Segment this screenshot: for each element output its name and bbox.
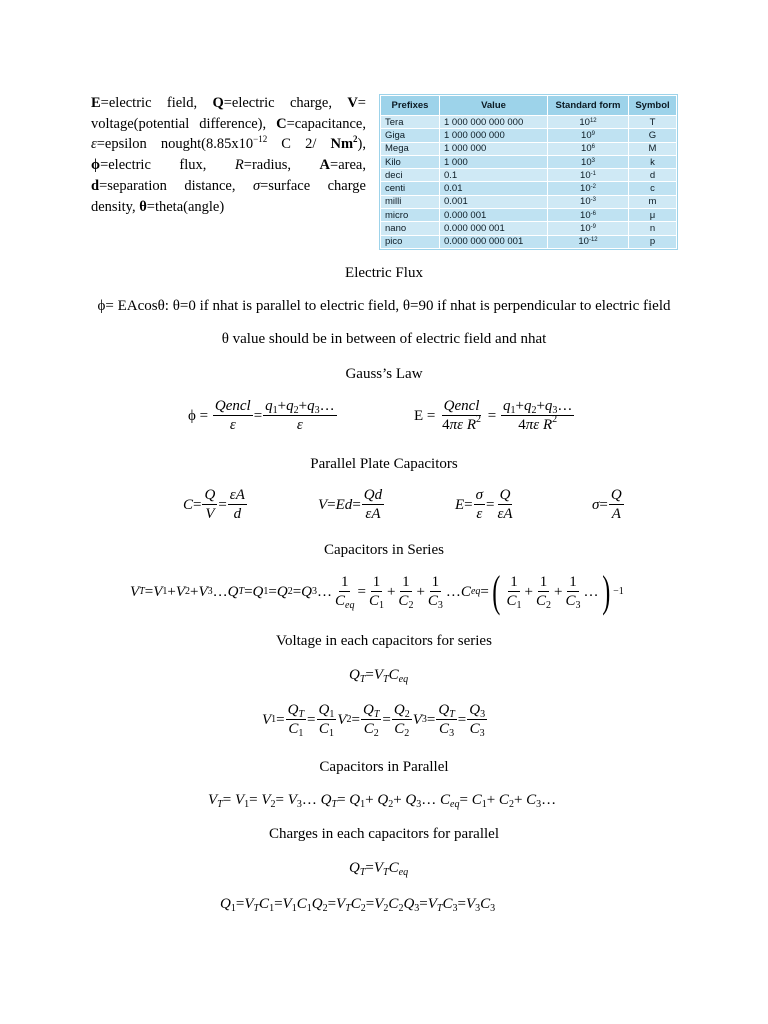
gauss-field-equation: E = $\frac{\text{Qencl}}{4\pi\varepsilon R^2}$ = $\frac{q_1+q_2+q_3\dots}{4\pi\varepsilon R^2}$ bbox=[414, 398, 573, 433]
prefix-cell: deci bbox=[381, 169, 440, 182]
value-cell: 1 000 000 000 000 bbox=[440, 116, 548, 129]
value-cell: 0.000 000 001 bbox=[440, 222, 548, 235]
qt-equation-series: $Q_T=V_TC_{eq}$ bbox=[349, 667, 409, 685]
parallel-equation: $V_T= V_1= V_2=$ $V_3\dots$ $Q_T= Q_1+ Q_2+$ $Q_3\dots$ $C_{eq}= C_1+ C_2+$ $C_3\dots$ bbox=[208, 792, 557, 810]
value-cell: 0.000 000 000 001 bbox=[440, 235, 548, 248]
symbol-cell: n bbox=[629, 222, 677, 235]
def-C-text: =capacitance, bbox=[286, 115, 366, 132]
def-A-text: =area, bbox=[330, 157, 366, 174]
value-cell: 0.01 bbox=[440, 182, 548, 195]
def-Q-symbol: Q bbox=[212, 95, 224, 111]
def-E-symbol: E bbox=[91, 95, 101, 111]
def-nm-exponent: 2 bbox=[353, 134, 358, 145]
standard-form-cell: $10^{-1}$ bbox=[548, 169, 629, 182]
symbol-cell: p bbox=[629, 235, 677, 248]
prefix-table-row bbox=[381, 169, 677, 182]
voltage-each-equation: V 1 = $\frac{Q_T}{C_1}$ = $\frac{Q_1}{C_1}$ V 2 = $\frac{Q_T}{C_2}$ = $\frac{Q_2}{C_2}$ V 3 = $\frac{Q_T}{C_3}$ = $\frac{Q_3}{C_3}$ bbox=[262, 702, 486, 739]
prefix-table-header: Standard form bbox=[548, 96, 629, 116]
series-heading: Capacitors in Series bbox=[324, 542, 444, 558]
prefix-table-row bbox=[381, 222, 677, 235]
prefix-table-header: Prefixes bbox=[381, 96, 440, 116]
parallel-heading: Capacitors in Parallel bbox=[319, 759, 449, 775]
prefix-cell: Kilo bbox=[381, 155, 440, 168]
value-cell: 0.000 001 bbox=[440, 209, 548, 222]
def-R-text: =radius, bbox=[243, 157, 320, 174]
series-equation: V T = V 1 + V 2 + V 3 … Q T = Q 1 = Q 2 = Q 3 … $\frac{1}{C_{eq}}$ = $\frac{1}{C_1}$ + $\frac{1}{C_2}$ + $\frac{1}{C_3}$ … C eq = ( $\frac{1}{C_1}$ + $\frac{1}{C_2}$ + $\frac{1}{C_3}$ … ) −1 bbox=[130, 567, 624, 616]
electric-flux-heading: Electric Flux bbox=[345, 265, 423, 281]
prefix-table bbox=[380, 95, 677, 249]
def-R-symbol: R bbox=[234, 157, 244, 174]
def-sigma-symbol: σ bbox=[252, 177, 261, 194]
def-eps-exponent: −12 bbox=[253, 134, 268, 145]
qencl-over-4pi-eps-r2-fraction: $\frac{\text{Qencl}}{4\pi\varepsilon R^2}$ bbox=[442, 398, 481, 433]
def-E-text: =electric field, bbox=[100, 95, 213, 111]
gauss-law-heading: Gauss’s Law bbox=[345, 366, 423, 382]
prefix-table-row bbox=[381, 155, 677, 168]
prefix-table-row bbox=[381, 195, 677, 208]
flux-formula-line: ϕ= EAcosθ: θ=0 if nhat is parallel to electric field, θ=90 if nhat is perpendicular to electric field bbox=[97, 298, 671, 314]
charges-each-equation: $Q_1=V_TC_1=V_1C_1Q_2=V_TC_2=V_2C_2Q_3=V_TC_3=V_3C_3$ bbox=[220, 896, 496, 914]
prefix-table-row bbox=[381, 129, 677, 142]
def-phi-symbol: ϕ bbox=[91, 157, 101, 174]
charges-parallel-heading: Charges in each capacitors for parallel bbox=[268, 826, 500, 842]
standard-form-cell: $10^{12}$ bbox=[548, 116, 629, 129]
def-eps-symbol: ε bbox=[91, 136, 97, 153]
voltage-series-heading: Voltage in each capacitors for series bbox=[276, 633, 492, 649]
prefix-table-header: Value bbox=[440, 96, 548, 116]
def-phi-text: =electric flux, bbox=[100, 157, 235, 174]
definitions-paragraph bbox=[91, 93, 366, 217]
symbol-cell: T bbox=[629, 116, 677, 129]
value-cell: 1 000 bbox=[440, 155, 548, 168]
def-nm-unit: Nm bbox=[330, 136, 354, 153]
theta-note: θ value should be in between of electric field and nhat bbox=[221, 331, 547, 347]
symbol-cell: k bbox=[629, 155, 677, 168]
prefix-table-row bbox=[381, 209, 677, 222]
charge-sum-over-eps-fraction: $\frac{q_1+q_2+q_3\dots}{\varepsilon}$ bbox=[265, 398, 335, 433]
standard-form-cell: $10^{-6}$ bbox=[548, 209, 629, 222]
standard-form-cell: $10^{-9}$ bbox=[548, 222, 629, 235]
prefix-table-row bbox=[381, 182, 677, 195]
prefix-cell: milli bbox=[381, 195, 440, 208]
prefix-cell: pico bbox=[381, 235, 440, 248]
parallel-plate-heading: Parallel Plate Capacitors bbox=[310, 456, 458, 472]
def-nm-close: ), bbox=[357, 136, 367, 153]
def-C-symbol: C bbox=[276, 115, 287, 132]
voltage-equation: V = Ed = $\frac{Qd}{\varepsilon A}$ bbox=[318, 487, 383, 522]
symbol-cell: d bbox=[629, 169, 677, 182]
capacitance-equation: C = $\frac{Q}{V}$ = $\frac{\varepsilon A}{d}$ bbox=[183, 487, 245, 522]
prefix-cell: centi bbox=[381, 182, 440, 195]
symbol-cell: μ bbox=[629, 209, 677, 222]
def-sigma-text: =surface charge density, bbox=[91, 177, 366, 215]
charge-sum-over-4pi-eps-r2-fraction: $\frac{q_1+q_2+q_3\dots}{4\pi\varepsilon R^2}$ bbox=[502, 398, 573, 433]
symbol-cell: M bbox=[629, 142, 677, 155]
def-V-text: = voltage(potential difference), bbox=[91, 95, 366, 132]
standard-form-cell: $10^3$ bbox=[548, 155, 629, 168]
symbol-cell: G bbox=[629, 129, 677, 142]
def-theta-text: =theta(angle) bbox=[146, 198, 225, 215]
prefix-table-header-row bbox=[381, 96, 677, 116]
surface-density-equation: σ = $\frac{Q}{A}$ bbox=[592, 487, 622, 522]
value-cell: 1 000 000 000 bbox=[440, 129, 548, 142]
def-d-symbol: d bbox=[91, 177, 100, 194]
prefix-table-row bbox=[381, 142, 677, 155]
standard-form-cell: $10^6$ bbox=[548, 142, 629, 155]
def-theta-symbol: θ bbox=[139, 198, 147, 215]
def-d-text: =separation distance, bbox=[99, 177, 253, 194]
qencl-over-eps-fraction: $\frac{\text{Qencl}}{\varepsilon}$ bbox=[214, 398, 251, 433]
prefix-cell: Giga bbox=[381, 129, 440, 142]
standard-form-cell: $10^9$ bbox=[548, 129, 629, 142]
value-cell: 0.001 bbox=[440, 195, 548, 208]
def-A-symbol: A bbox=[319, 157, 331, 174]
def-eps-unit: C 2/ bbox=[267, 136, 331, 153]
prefix-cell: Mega bbox=[381, 142, 440, 155]
prefix-table-row bbox=[381, 235, 677, 248]
standard-form-cell: $10^{-2}$ bbox=[548, 182, 629, 195]
symbol-cell: m bbox=[629, 195, 677, 208]
qt-equation-parallel: $Q_T=V_TC_{eq}$ bbox=[349, 860, 409, 878]
def-V-symbol: V bbox=[347, 95, 358, 111]
prefix-table-header: Symbol bbox=[629, 96, 677, 116]
prefix-cell: Tera bbox=[381, 116, 440, 129]
prefix-table-row bbox=[381, 116, 677, 129]
standard-form-cell: $10^{-12}$ bbox=[548, 235, 629, 248]
standard-form-cell: $10^{-3}$ bbox=[548, 195, 629, 208]
symbol-cell: c bbox=[629, 182, 677, 195]
gauss-flux-equation: ϕ = $\frac{\text{Qencl}}{\varepsilon}$ = $\frac{q_1+q_2+q_3\dots}{\varepsilon}$ bbox=[188, 398, 335, 433]
prefix-cell: nano bbox=[381, 222, 440, 235]
value-cell: 1 000 000 bbox=[440, 142, 548, 155]
def-Q-text: =electric charge, bbox=[223, 95, 348, 111]
value-cell: 0.1 bbox=[440, 169, 548, 182]
def-eps-text: =epsilon nought(8.85x10 bbox=[96, 136, 254, 153]
prefix-cell: micro bbox=[381, 209, 440, 222]
field-equation: E = $\frac{\sigma}{\varepsilon}$ = $\frac{Q}{\varepsilon A}$ bbox=[455, 487, 513, 522]
